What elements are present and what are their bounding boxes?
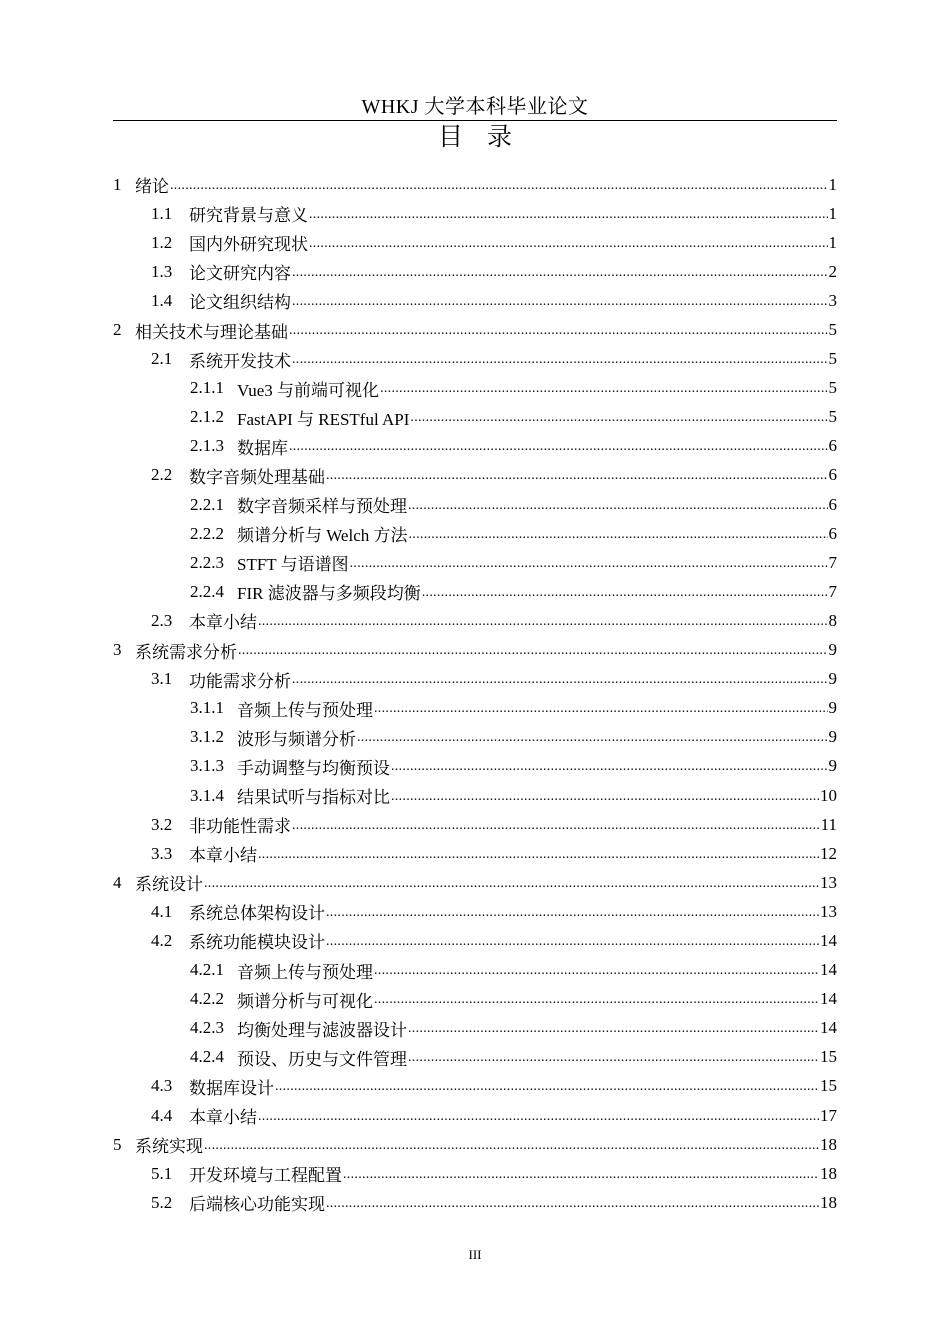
toc-dot-leader: [350, 553, 828, 573]
toc-entry-label: STFT 与语谱图: [237, 555, 349, 575]
toc-dot-leader: [238, 640, 828, 660]
toc-entry-number: 2.3: [151, 610, 173, 630]
toc-entry-number: 3.1.1: [190, 698, 224, 718]
toc-entry-page: 10: [820, 785, 837, 805]
toc-dot-leader: [326, 931, 819, 951]
toc-dot-leader: [289, 436, 828, 456]
toc-entry[interactable]: [113, 577, 837, 606]
toc-dot-leader: [391, 756, 828, 776]
toc-entry-page: 9: [828, 640, 837, 660]
toc-entry-number: 4.2.4: [190, 1047, 224, 1067]
toc-entry-number: 3: [113, 640, 122, 660]
toc-entry-number: 1: [113, 174, 122, 194]
toc-dot-leader: [326, 902, 819, 922]
toc-entry-number: 2: [113, 320, 122, 340]
toc-entry-number: 1.3: [151, 261, 173, 281]
toc-entry-page: 14: [820, 989, 837, 1009]
toc-entry[interactable]: [113, 985, 837, 1014]
toc-entry[interactable]: [113, 956, 837, 985]
toc-entry-number: 5: [113, 1134, 122, 1154]
toc-entry-label: 系统需求分析: [135, 642, 237, 662]
toc-entry-label: 波形与频谱分析: [237, 729, 356, 749]
toc-entry-number: 4.4: [151, 1105, 173, 1125]
toc-entry[interactable]: [113, 781, 837, 810]
toc-entry-page: 14: [820, 1018, 837, 1038]
toc-dot-leader: [204, 873, 819, 893]
toc-entry-number: 2.2: [151, 465, 173, 485]
header-title: WHKJ 大学本科毕业论文: [361, 96, 589, 118]
toc-entry-number: 2.1.3: [190, 436, 224, 456]
toc-entry[interactable]: [113, 1014, 837, 1043]
toc-dot-leader: [408, 1047, 819, 1067]
toc-entry-label: FIR 滤波器与多频段均衡: [237, 584, 421, 604]
toc-entry-number: 4.3: [151, 1076, 173, 1096]
toc-dot-leader: [309, 233, 828, 253]
toc-entry-page: 17: [820, 1105, 837, 1125]
toc-entry-page: 6: [828, 494, 837, 514]
toc-entry-label: 数据库设计: [189, 1078, 274, 1098]
toc-entry-number: 4.2.3: [190, 1018, 224, 1038]
toc-entry-page: 9: [828, 698, 837, 718]
toc-dot-leader: [374, 698, 828, 718]
toc-entry-label: 手动调整与均衡预设: [237, 758, 390, 778]
toc-entry-page: 1: [828, 174, 837, 194]
table-of-contents: [113, 170, 837, 1217]
toc-entry[interactable]: [113, 461, 837, 490]
toc-dot-leader: [292, 262, 828, 282]
toc-dot-leader: [170, 175, 828, 195]
toc-entry-number: 4.1: [151, 901, 173, 921]
toc-dot-leader: [309, 204, 828, 224]
toc-entry-label: Vue3 与前端可视化: [237, 380, 380, 400]
toc-entry[interactable]: [113, 810, 837, 839]
toc-entry[interactable]: [113, 286, 837, 315]
toc-entry-label: 数字音频采样与预处理: [237, 497, 407, 517]
toc-entry-page: 2: [828, 261, 837, 281]
toc-entry-page: 13: [820, 872, 837, 892]
toc-entry-page: 9: [828, 756, 837, 776]
toc-entry-number: 2.1.1: [190, 378, 224, 398]
toc-entry-label: 本章小结: [189, 613, 257, 633]
toc-entry[interactable]: [113, 665, 837, 694]
toc-entry-label: 非功能性需求: [189, 817, 291, 837]
toc-entry[interactable]: [113, 519, 837, 548]
toc-entry-number: 5.1: [151, 1163, 173, 1183]
running-header: [113, 94, 837, 121]
page-number: III: [468, 1247, 482, 1262]
toc-entry-number: 4: [113, 872, 122, 892]
toc-entry-label: 音频上传与预处理: [237, 962, 373, 982]
toc-dot-leader: [292, 815, 820, 835]
toc-entry-number: 2.1.2: [190, 407, 224, 427]
toc-entry-page: 14: [820, 930, 837, 950]
toc-entry-label: 音频上传与预处理: [237, 700, 373, 720]
toc-entry[interactable]: [113, 257, 837, 286]
toc-entry[interactable]: [113, 548, 837, 577]
toc-entry-page: 5: [828, 349, 837, 369]
toc-entry[interactable]: [113, 374, 837, 403]
toc-entry-page: 15: [820, 1047, 837, 1067]
toc-entry[interactable]: [113, 1188, 837, 1217]
toc-dot-leader: [292, 349, 828, 369]
toc-entry-label: 相关技术与理论基础: [135, 322, 288, 342]
toc-entry[interactable]: [113, 403, 837, 432]
toc-entry[interactable]: [113, 752, 837, 781]
toc-dot-leader: [410, 407, 827, 427]
toc-entry[interactable]: [113, 723, 837, 752]
toc-entry-page: 1: [828, 203, 837, 223]
toc-entry-label: 均衡处理与滤波器设计: [237, 1020, 407, 1040]
toc-entry-page: 9: [828, 669, 837, 689]
toc-entry-label: 本章小结: [189, 1108, 257, 1128]
toc-entry[interactable]: [113, 1072, 837, 1101]
toc-entry-label: 频谱分析与 Welch 方法: [237, 526, 408, 546]
toc-dot-leader: [326, 465, 828, 485]
toc-title: 目录: [437, 124, 536, 151]
toc-dot-leader: [357, 727, 828, 747]
toc-dot-leader: [292, 291, 828, 311]
toc-entry-page: 6: [828, 465, 837, 485]
toc-dot-leader: [326, 1193, 819, 1213]
toc-entry-page: 11: [820, 814, 837, 834]
toc-entry-label: 开发环境与工程配置: [189, 1166, 342, 1186]
toc-entry-page: 5: [828, 320, 837, 340]
toc-entry-number: 4.2: [151, 930, 173, 950]
toc-entry-label: 系统实现: [135, 1137, 203, 1157]
toc-dot-leader: [258, 1106, 819, 1126]
toc-entry[interactable]: [113, 170, 837, 199]
toc-entry-number: 2.2.1: [190, 494, 224, 514]
toc-entry-label: 本章小结: [189, 846, 257, 866]
toc-entry-number: 4.2.1: [190, 960, 224, 980]
toc-entry[interactable]: [113, 490, 837, 519]
toc-entry-number: 3.1.4: [190, 785, 224, 805]
toc-entry-number: 5.2: [151, 1192, 173, 1212]
toc-entry-label: 系统总体架构设计: [189, 904, 325, 924]
toc-entry-page: 18: [820, 1192, 837, 1212]
toc-entry-number: 2.2.3: [190, 552, 224, 572]
toc-entry-page: 18: [820, 1163, 837, 1183]
toc-entry[interactable]: [113, 636, 837, 665]
toc-entry-number: 3.1.2: [190, 727, 224, 747]
toc-dot-leader: [258, 844, 819, 864]
toc-entry-page: 12: [820, 843, 837, 863]
toc-entry-number: 1.4: [151, 290, 173, 310]
toc-entry-label: 论文组织结构: [189, 293, 291, 313]
toc-entry-page: 7: [828, 552, 837, 572]
toc-entry-label: 系统设计: [135, 875, 203, 895]
toc-entry[interactable]: [113, 606, 837, 635]
toc-entry-label: 数字音频处理基础: [189, 467, 325, 487]
toc-entry-label: 论文研究内容: [189, 264, 291, 284]
toc-entry-label: 后端核心功能实现: [189, 1195, 325, 1215]
toc-entry-page: 5: [828, 378, 837, 398]
toc-entry-page: 13: [820, 901, 837, 921]
toc-dot-leader: [409, 524, 828, 544]
toc-entry-page: 1: [828, 232, 837, 252]
toc-entry-number: 1.1: [151, 203, 173, 223]
toc-dot-leader: [374, 989, 819, 1009]
toc-entry[interactable]: [113, 228, 837, 257]
toc-entry[interactable]: [113, 199, 837, 228]
toc-entry-page: 6: [828, 523, 837, 543]
toc-entry[interactable]: [113, 926, 837, 955]
toc-entry[interactable]: [113, 868, 837, 897]
toc-entry-number: 2.1: [151, 349, 173, 369]
toc-dot-leader: [204, 1135, 819, 1155]
toc-dot-leader: [408, 1018, 819, 1038]
toc-entry[interactable]: [113, 1130, 837, 1159]
toc-entry-page: 15: [820, 1076, 837, 1096]
toc-entry[interactable]: [113, 345, 837, 374]
toc-entry-label: 功能需求分析: [189, 671, 291, 691]
toc-entry-page: 7: [828, 581, 837, 601]
toc-entry-label: 系统功能模块设计: [189, 933, 325, 953]
toc-entry-label: 结果试听与指标对比: [237, 788, 390, 808]
toc-entry-number: 2.2.4: [190, 581, 224, 601]
toc-entry-page: 14: [820, 960, 837, 980]
toc-entry-label: 数据库: [237, 438, 288, 458]
toc-entry[interactable]: [113, 839, 837, 868]
toc-entry[interactable]: [113, 1159, 837, 1188]
toc-dot-leader: [380, 378, 827, 398]
toc-entry-label: 绪论: [135, 177, 169, 197]
toc-dot-leader: [292, 669, 828, 689]
toc-entry-label: 系统开发技术: [189, 351, 291, 371]
toc-dot-leader: [258, 611, 828, 631]
toc-dot-leader: [289, 320, 828, 340]
toc-entry-number: 4.2.2: [190, 989, 224, 1009]
toc-dot-leader: [275, 1076, 819, 1096]
toc-dot-leader: [343, 1164, 819, 1184]
toc-entry-page: 3: [828, 290, 837, 310]
toc-entry-label: 研究背景与意义: [189, 206, 308, 226]
toc-entry-page: 8: [828, 610, 837, 630]
toc-entry-label: 国内外研究现状: [189, 235, 308, 255]
toc-entry-label: FastAPI 与 RESTful API: [237, 409, 410, 429]
toc-entry-page: 9: [828, 727, 837, 747]
toc-entry[interactable]: [113, 897, 837, 926]
toc-entry-page: 6: [828, 436, 837, 456]
toc-entry-label: 预设、历史与文件管理: [237, 1049, 407, 1069]
toc-entry-number: 3.2: [151, 814, 173, 834]
toc-entry[interactable]: [113, 315, 837, 344]
toc-entry-number: 2.2.2: [190, 523, 224, 543]
toc-entry[interactable]: [113, 1101, 837, 1130]
toc-entry[interactable]: [113, 694, 837, 723]
toc-entry-number: 3.1.3: [190, 756, 224, 776]
toc-dot-leader: [391, 786, 819, 806]
toc-entry[interactable]: [113, 1043, 837, 1072]
toc-entry-number: 1.2: [151, 232, 173, 252]
toc-entry-page: 18: [820, 1134, 837, 1154]
toc-entry-label: 频谱分析与可视化: [237, 991, 373, 1011]
toc-entry-number: 3.1: [151, 669, 173, 689]
toc-dot-leader: [374, 960, 819, 980]
toc-entry-page: 5: [828, 407, 837, 427]
toc-dot-leader: [422, 582, 828, 602]
toc-entry-number: 3.3: [151, 843, 173, 863]
toc-entry[interactable]: [113, 432, 837, 461]
toc-dot-leader: [408, 495, 828, 515]
